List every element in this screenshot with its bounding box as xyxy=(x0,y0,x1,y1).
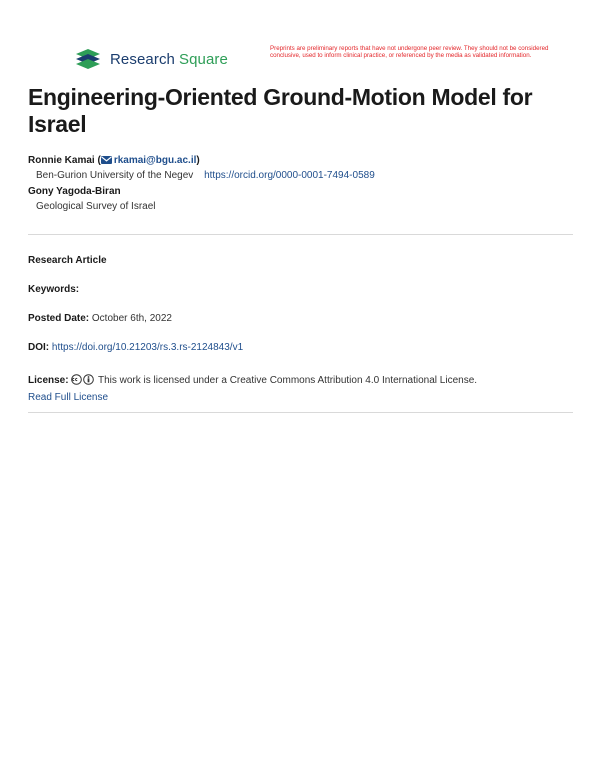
article-type-label: Research Article xyxy=(28,255,107,266)
brand-word-research: Research xyxy=(110,50,175,68)
research-square-logo[interactable] xyxy=(74,48,228,70)
author-affiliation-2: Geological Survey of Israel xyxy=(36,201,156,212)
orcid-link[interactable]: https://orcid.org/0000-0001-7494-0589 xyxy=(204,170,375,181)
keywords xyxy=(28,284,573,295)
cc-by-attribution-icon xyxy=(83,374,94,385)
read-full-license-link[interactable]: Read Full License xyxy=(28,392,109,403)
cc-license-icon xyxy=(71,374,82,385)
envelope-icon xyxy=(101,156,112,164)
author-email: rkamai@bgu.ac.il xyxy=(113,155,197,166)
author-name: Ronnie Kamai xyxy=(28,155,95,166)
brand-word-square: Square xyxy=(179,50,228,68)
paren-open: ( xyxy=(97,155,101,166)
article-type xyxy=(28,255,573,266)
author-email-link[interactable] xyxy=(101,155,200,166)
brand-name xyxy=(110,51,228,68)
keywords-label: Keywords: xyxy=(28,284,80,295)
author-name-1 xyxy=(28,153,578,168)
author-list xyxy=(28,153,578,215)
divider-bottom xyxy=(28,412,573,413)
doi-label: DOI: xyxy=(28,342,50,353)
doi xyxy=(28,342,573,353)
license xyxy=(28,372,573,406)
posted-date-label: Posted Date: xyxy=(28,313,90,324)
research-square-logo-icon xyxy=(74,48,102,70)
posted-date-value: October 6th, 2022 xyxy=(91,313,172,324)
posted-date xyxy=(28,313,573,324)
author-affiliation-1 xyxy=(36,168,578,184)
author-name-2: Gony Yagoda-Biran xyxy=(28,186,121,197)
paren-close: ) xyxy=(196,155,200,166)
license-label: License: xyxy=(28,375,69,386)
article-title: Engineering-Oriented Ground-Motion Model for Israel xyxy=(28,84,533,137)
license-text: This work is licensed under a Creative Commons Attribution 4.0 International License. xyxy=(97,375,478,386)
doi-link[interactable]: https://doi.org/10.21203/rs.3.rs-2124843/v1 xyxy=(51,342,244,353)
preprint-disclaimer: Preprints are preliminary reports that have not undergone peer review. They should not be considered conclusive, used to inform clinical practice, or referenced by the media as validated information. xyxy=(270,45,549,60)
divider-top xyxy=(28,234,573,235)
affiliation-text: Ben-Gurion University of the Negev xyxy=(36,170,194,181)
